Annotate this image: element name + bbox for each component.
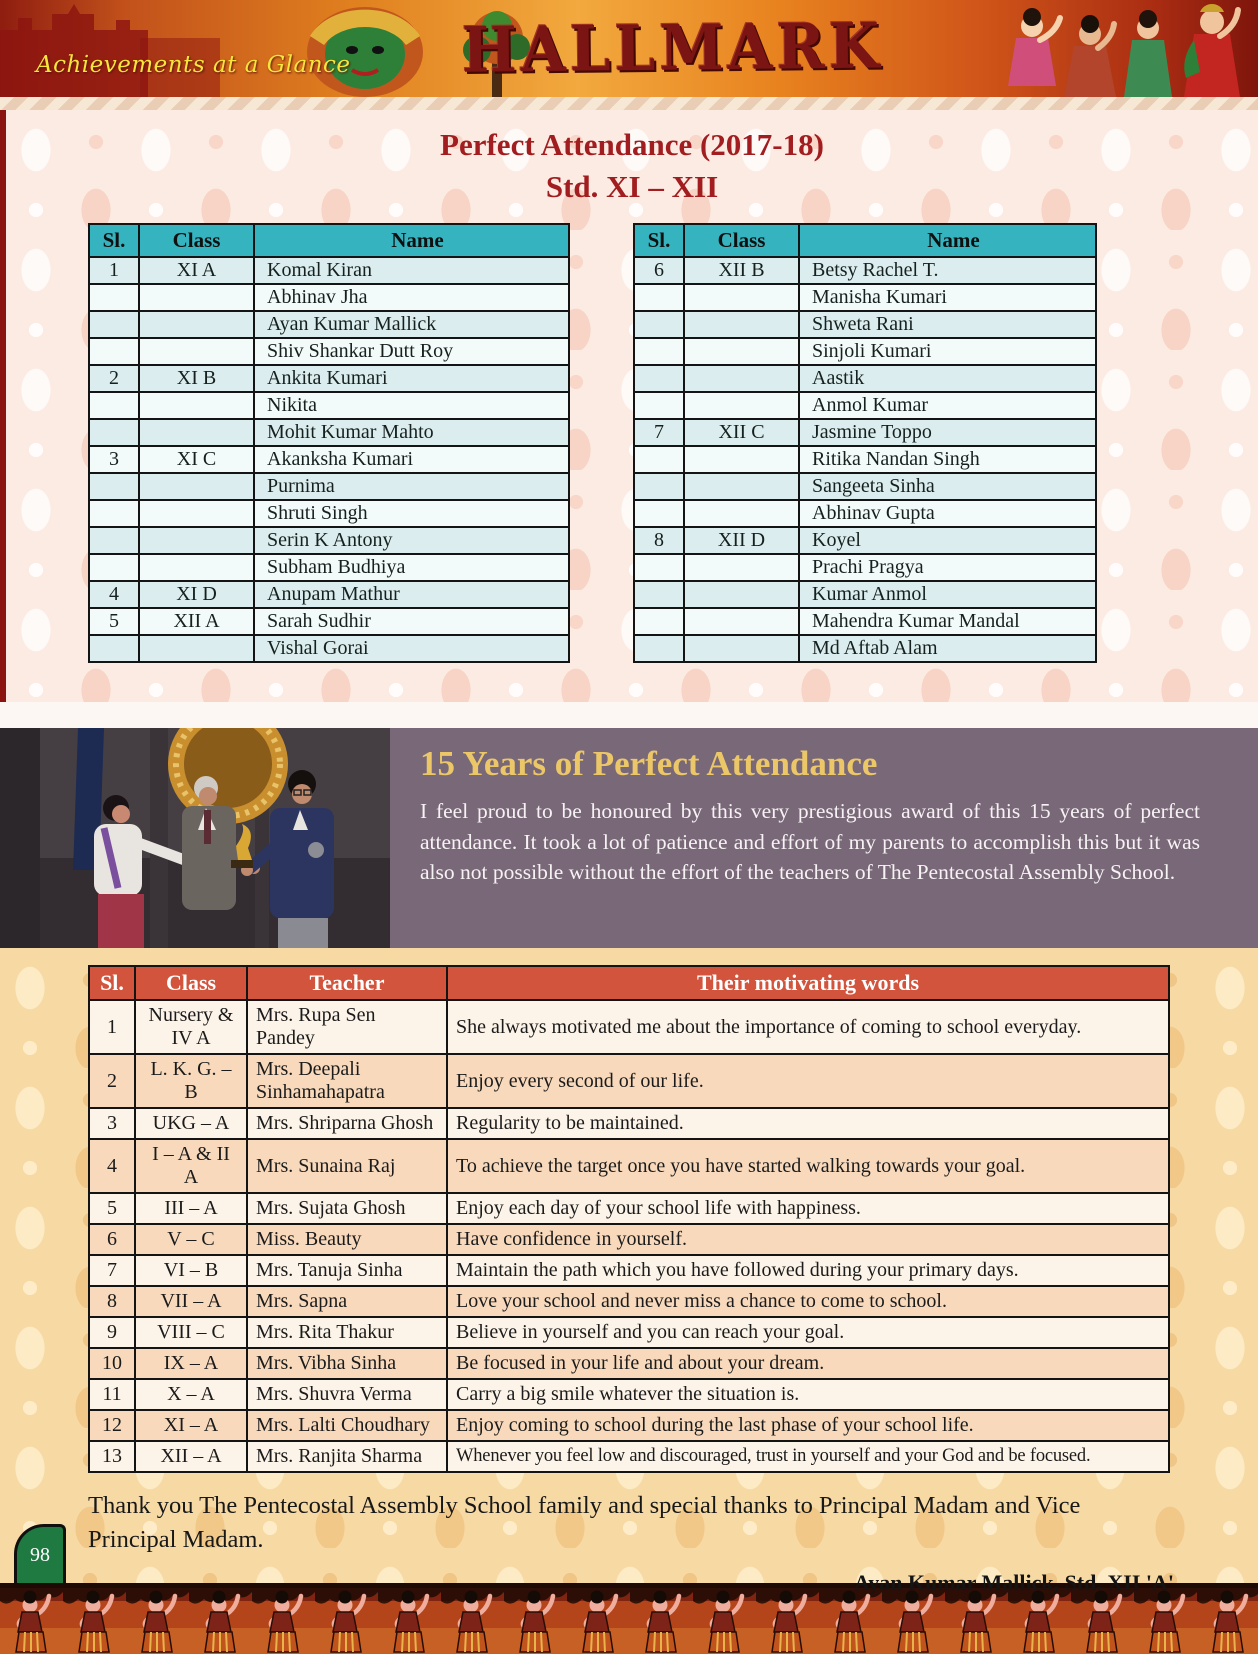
attendance-row <box>634 500 1096 527</box>
cell-teacher: Mrs. Shriparna Ghosh <box>247 1108 447 1139</box>
closing-thanks: Thank you The Pentecostal Assembly School family and special thanks to Principal Madam and Vice Principal Madam. <box>88 1492 1081 1554</box>
cell-class: XII – A <box>135 1441 247 1472</box>
cell-words: Enjoy coming to school during the last phase of your school life. <box>447 1410 1169 1441</box>
header-class: Class <box>135 966 247 1000</box>
attendance-row <box>89 284 569 311</box>
cell-class: VII – A <box>135 1286 247 1317</box>
attendance-row <box>89 311 569 338</box>
cell-name: Sangeeta Sinha <box>799 473 1096 500</box>
cell-teacher: Mrs. Sujata Ghosh <box>247 1193 447 1224</box>
attendance-row <box>634 473 1096 500</box>
cell-class <box>139 500 254 527</box>
teacher-row <box>89 1000 1169 1054</box>
cell-class <box>139 284 254 311</box>
cell-sl <box>634 446 684 473</box>
cell-class: IX – A <box>135 1348 247 1379</box>
feature-text-block <box>390 728 1258 948</box>
cell-sl: 11 <box>89 1379 135 1410</box>
teacher-row <box>89 1139 1169 1193</box>
teacher-row <box>89 1379 1169 1410</box>
header-sl: Sl. <box>634 224 684 257</box>
attendance-row <box>89 581 569 608</box>
cell-class <box>684 392 799 419</box>
cell-teacher: Mrs. Sunaina Raj <box>247 1139 447 1193</box>
cell-words: Be focused in your life and about your dream. <box>447 1348 1169 1379</box>
cell-class <box>684 554 799 581</box>
attendance-row <box>89 500 569 527</box>
cell-name: Anmol Kumar <box>799 392 1096 419</box>
teachers-table <box>88 965 1170 1473</box>
cell-teacher: Mrs. Deepali Sinhamahapatra <box>247 1054 447 1108</box>
attendance-row <box>634 257 1096 284</box>
attendance-row <box>634 446 1096 473</box>
cell-name: Jasmine Toppo <box>799 419 1096 446</box>
cell-class <box>139 419 254 446</box>
teachers-section <box>0 948 1258 1595</box>
cell-name: Sinjoli Kumari <box>799 338 1096 365</box>
cell-sl: 13 <box>89 1441 135 1472</box>
cell-name: Kumar Anmol <box>799 581 1096 608</box>
header-class: Class <box>139 224 254 257</box>
attendance-row <box>89 635 569 662</box>
attendance-row <box>89 446 569 473</box>
magazine-masthead: HALLMARK <box>461 9 884 87</box>
cell-class: XII C <box>684 419 799 446</box>
cell-class: L. K. G. – B <box>135 1054 247 1108</box>
cell-name: Manisha Kumari <box>799 284 1096 311</box>
cell-class: VI – B <box>135 1255 247 1286</box>
attendance-row <box>634 311 1096 338</box>
cell-class: III – A <box>135 1193 247 1224</box>
attendance-row <box>89 473 569 500</box>
attendance-row <box>634 419 1096 446</box>
teacher-row <box>89 1286 1169 1317</box>
cell-sl <box>89 554 139 581</box>
cell-class: Nursery & IV A <box>135 1000 247 1054</box>
cell-sl <box>634 581 684 608</box>
page-number: 98 <box>30 1543 50 1566</box>
cell-class: X – A <box>135 1379 247 1410</box>
attendance-header-row <box>89 224 569 257</box>
cell-words: Carry a big smile whatever the situation is. <box>447 1379 1169 1410</box>
cell-name: Aastik <box>799 365 1096 392</box>
attendance-row <box>634 284 1096 311</box>
cell-name: Mohit Kumar Mahto <box>254 419 569 446</box>
cell-sl <box>634 311 684 338</box>
cell-class: XII D <box>684 527 799 554</box>
cell-name: Purnima <box>254 473 569 500</box>
cell-sl: 8 <box>89 1286 135 1317</box>
cell-teacher: Miss. Beauty <box>247 1224 447 1255</box>
cell-name: Nikita <box>254 392 569 419</box>
cell-class <box>139 527 254 554</box>
cell-sl <box>634 338 684 365</box>
attendance-table-left <box>88 223 570 663</box>
attendance-row <box>89 392 569 419</box>
header-teacher: Teacher <box>247 966 447 1000</box>
header-words: Their motivating words <box>447 966 1169 1000</box>
cell-teacher: Mrs. Shuvra Verma <box>247 1379 447 1410</box>
cell-sl: 8 <box>634 527 684 554</box>
cell-sl: 12 <box>89 1410 135 1441</box>
cell-sl: 9 <box>89 1317 135 1348</box>
cell-class: I – A & II A <box>135 1139 247 1193</box>
cell-class <box>684 473 799 500</box>
zigzag-divider <box>0 97 1258 110</box>
monument-illustration <box>0 4 220 97</box>
attendance-row <box>634 581 1096 608</box>
header-name: Name <box>254 224 569 257</box>
cell-sl <box>634 635 684 662</box>
cell-class: XII A <box>139 608 254 635</box>
attendance-row <box>89 338 569 365</box>
closing-signature: Ayan Kumar Mallick, Std. XII 'A' <box>853 1569 1174 1595</box>
cell-name: Vishal Gorai <box>254 635 569 662</box>
cell-class <box>684 581 799 608</box>
attendance-table-right <box>633 223 1097 663</box>
cell-name: Koyel <box>799 527 1096 554</box>
cell-teacher: Mrs. Tanuja Sinha <box>247 1255 447 1286</box>
cell-sl <box>89 473 139 500</box>
cell-sl: 1 <box>89 1000 135 1054</box>
cell-class: XI C <box>139 446 254 473</box>
attendance-row <box>89 527 569 554</box>
cell-sl <box>634 500 684 527</box>
cell-sl <box>89 284 139 311</box>
cell-name: Serin K Antony <box>254 527 569 554</box>
cell-teacher: Mrs. Rita Thakur <box>247 1317 447 1348</box>
teacher-row <box>89 1224 1169 1255</box>
cell-sl: 6 <box>89 1224 135 1255</box>
teacher-row <box>89 1317 1169 1348</box>
attendance-row <box>634 338 1096 365</box>
teacher-row <box>89 1410 1169 1441</box>
feature-title: 15 Years of Perfect Attendance <box>420 744 878 783</box>
cell-name: Komal Kiran <box>254 257 569 284</box>
cell-class <box>139 554 254 581</box>
cell-name: Ankita Kumari <box>254 365 569 392</box>
attendance-header-row <box>634 224 1096 257</box>
cell-words: Whenever you feel low and discouraged, trust in yourself and your God and be focused. <box>447 1441 1169 1472</box>
cell-name: Prachi Pragya <box>799 554 1096 581</box>
cell-class <box>684 635 799 662</box>
award-photo-illustration <box>0 728 390 948</box>
cell-sl <box>89 635 139 662</box>
cell-teacher: Mrs. Rupa Sen Pandey <box>247 1000 447 1054</box>
header-class: Class <box>684 224 799 257</box>
cell-class <box>139 338 254 365</box>
cell-name: Subham Budhiya <box>254 554 569 581</box>
folk-dancers-illustration <box>1008 8 1172 97</box>
cell-sl: 2 <box>89 365 139 392</box>
cell-class <box>684 608 799 635</box>
cell-name: Abhinav Jha <box>254 284 569 311</box>
cell-sl <box>634 392 684 419</box>
attendance-row <box>634 554 1096 581</box>
cell-name: Anupam Mathur <box>254 581 569 608</box>
teacher-row <box>89 1054 1169 1108</box>
cell-class <box>684 311 799 338</box>
cell-teacher: Mrs. Sapna <box>247 1286 447 1317</box>
classical-dancer-illustration <box>1184 4 1240 97</box>
attendance-row <box>89 257 569 284</box>
cell-sl <box>634 554 684 581</box>
cell-class <box>139 473 254 500</box>
cell-teacher: Mrs. Vibha Sinha <box>247 1348 447 1379</box>
teacher-row <box>89 1441 1169 1472</box>
cell-sl: 6 <box>634 257 684 284</box>
cell-words: Regularity to be maintained. <box>447 1108 1169 1139</box>
cell-class <box>684 338 799 365</box>
feature-body: I feel proud to be honoured by this very prestigious award of this 15 years of perfect attendance. It took a lot of patience and effort of my parents to accomplish this but it was also not possible without the effort of the teachers of The Pentecostal Assembly School. <box>420 799 1200 885</box>
cell-class: XI A <box>139 257 254 284</box>
cell-sl <box>634 365 684 392</box>
cell-sl <box>634 284 684 311</box>
cell-sl: 5 <box>89 608 139 635</box>
attendance-row <box>634 527 1096 554</box>
header-name: Name <box>799 224 1096 257</box>
page-title-line2: Std. XI – XII <box>545 169 719 204</box>
cell-name: Shweta Rani <box>799 311 1096 338</box>
cell-name: Md Aftab Alam <box>799 635 1096 662</box>
cell-class: XI – A <box>135 1410 247 1441</box>
attendance-tables <box>88 223 1258 663</box>
cell-teacher: Mrs. Ranjita Sharma <box>247 1441 447 1472</box>
cell-name: Akanksha Kumari <box>254 446 569 473</box>
cell-class <box>139 311 254 338</box>
cell-words: To achieve the target once you have started walking towards your goal. <box>447 1139 1169 1193</box>
cell-class: XI B <box>139 365 254 392</box>
cell-name: Ritika Nandan Singh <box>799 446 1096 473</box>
attendance-row <box>634 392 1096 419</box>
attendance-row <box>89 365 569 392</box>
cell-sl: 2 <box>89 1054 135 1108</box>
attendance-section <box>0 110 1258 702</box>
cell-sl <box>89 527 139 554</box>
attendance-row <box>89 419 569 446</box>
cell-sl: 10 <box>89 1348 135 1379</box>
cell-class: XII B <box>684 257 799 284</box>
cell-sl: 7 <box>89 1255 135 1286</box>
cell-words: Enjoy every second of our life. <box>447 1054 1169 1108</box>
header-banner <box>0 0 1258 97</box>
cell-sl: 7 <box>634 419 684 446</box>
cell-words: Enjoy each day of your school life with happiness. <box>447 1193 1169 1224</box>
award-ceremony-photo <box>0 728 390 948</box>
cell-name: Sarah Sudhir <box>254 608 569 635</box>
teacher-row <box>89 1255 1169 1286</box>
cell-class <box>684 365 799 392</box>
cell-name: Ayan Kumar Mallick <box>254 311 569 338</box>
cell-name: Shiv Shankar Dutt Roy <box>254 338 569 365</box>
cell-teacher: Mrs. Lalti Choudhary <box>247 1410 447 1441</box>
cell-class <box>684 446 799 473</box>
cell-words: Maintain the path which you have followed during your primary days. <box>447 1255 1169 1286</box>
cell-class <box>684 284 799 311</box>
cell-class: UKG – A <box>135 1108 247 1139</box>
attendance-row <box>634 635 1096 662</box>
cell-name: Shruti Singh <box>254 500 569 527</box>
cell-sl: 4 <box>89 581 139 608</box>
cell-sl: 5 <box>89 1193 135 1224</box>
page-title-line1: Perfect Attendance (2017-18) <box>440 127 824 162</box>
cell-class: XI D <box>139 581 254 608</box>
feature-section <box>0 728 1258 948</box>
cell-words: She always motivated me about the importance of coming to school everyday. <box>447 1000 1169 1054</box>
teacher-row <box>89 1348 1169 1379</box>
cell-sl <box>89 311 139 338</box>
cell-name: Mahendra Kumar Mandal <box>799 608 1096 635</box>
cell-sl: 3 <box>89 1108 135 1139</box>
attendance-row <box>634 365 1096 392</box>
cell-sl <box>634 608 684 635</box>
cell-sl <box>89 338 139 365</box>
cell-sl <box>89 500 139 527</box>
section-divider <box>0 702 1258 728</box>
cell-words: Love your school and never miss a chance to come to school. <box>447 1286 1169 1317</box>
cell-class: V – C <box>135 1224 247 1255</box>
cell-name: Betsy Rachel T. <box>799 257 1096 284</box>
cell-class <box>139 635 254 662</box>
header-sl: Sl. <box>89 966 135 1000</box>
attendance-row <box>89 608 569 635</box>
teachers-header-row <box>89 966 1169 1000</box>
cell-sl: 4 <box>89 1139 135 1193</box>
cell-sl <box>89 419 139 446</box>
cell-class <box>684 500 799 527</box>
cell-words: Have confidence in yourself. <box>447 1224 1169 1255</box>
cell-sl <box>89 392 139 419</box>
cell-sl: 3 <box>89 446 139 473</box>
cell-sl <box>634 473 684 500</box>
cell-words: Believe in yourself and you can reach your goal. <box>447 1317 1169 1348</box>
cell-class: VIII – C <box>135 1317 247 1348</box>
banner-tagline: Achievements at a Glance <box>36 52 351 78</box>
header-sl: Sl. <box>89 224 139 257</box>
attendance-row <box>89 554 569 581</box>
cell-class <box>139 392 254 419</box>
cell-sl: 1 <box>89 257 139 284</box>
attendance-row <box>634 608 1096 635</box>
cell-name: Abhinav Gupta <box>799 500 1096 527</box>
page-number-tab <box>14 1524 66 1583</box>
teacher-row <box>89 1108 1169 1139</box>
teacher-row <box>89 1193 1169 1224</box>
